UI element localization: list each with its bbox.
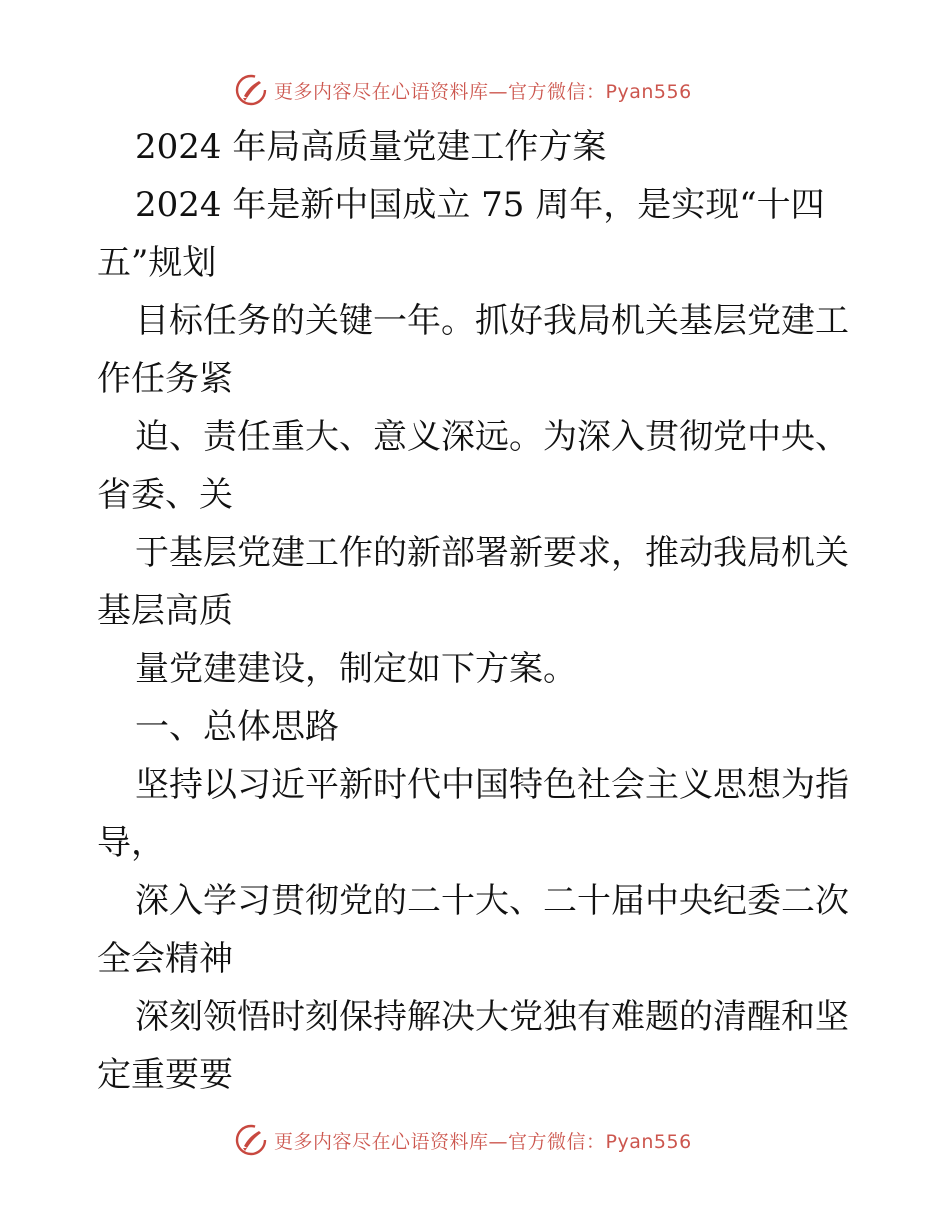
brush-seal-icon [234,73,268,107]
doc-line-13: 导， [97,823,165,863]
doc-line-8: 于基层党建工作的新部署新要求，推动我局机关 [135,533,849,573]
footer-banner-text: 更多内容尽在心语资料库—官方微信：Pyan556 [274,1130,692,1153]
footer-watermark-banner [234,1120,754,1160]
doc-line-17: 定重要要 [97,1055,233,1095]
doc-line-6: 迫、责任重大、意义深远。为深入贯彻党中央、 [135,417,849,457]
doc-line-16: 深刻领悟时刻保持解决大党独有难题的清醒和坚 [135,997,849,1037]
doc-line-15: 全会精神 [97,939,233,979]
doc-line-14: 深入学习贯彻党的二十大、二十届中央纪委二次 [135,881,849,921]
brush-seal-icon [234,1123,268,1157]
doc-line-10: 量党建建设，制定如下方案。 [135,649,577,689]
document-body [97,118,857,1104]
doc-line-9: 基层高质 [97,591,233,631]
header-watermark-banner [234,70,754,110]
doc-line-7: 省委、关 [97,475,233,515]
header-banner-text: 更多内容尽在心语资料库—官方微信：Pyan556 [274,80,692,103]
doc-line-3: 五”规划 [97,243,217,283]
doc-line-1: 2024 年局高质量党建工作方案 [135,127,607,167]
doc-line-2: 2024 年是新中国成立 75 周年，是实现“十四 [135,185,825,225]
doc-line-5: 作任务紧 [97,359,233,399]
doc-line-12: 坚持以习近平新时代中国特色社会主义思想为指 [135,765,849,805]
doc-line-4: 目标任务的关键一年。抓好我局机关基层党建工 [135,301,849,341]
doc-line-11: 一、总体思路 [135,707,339,747]
